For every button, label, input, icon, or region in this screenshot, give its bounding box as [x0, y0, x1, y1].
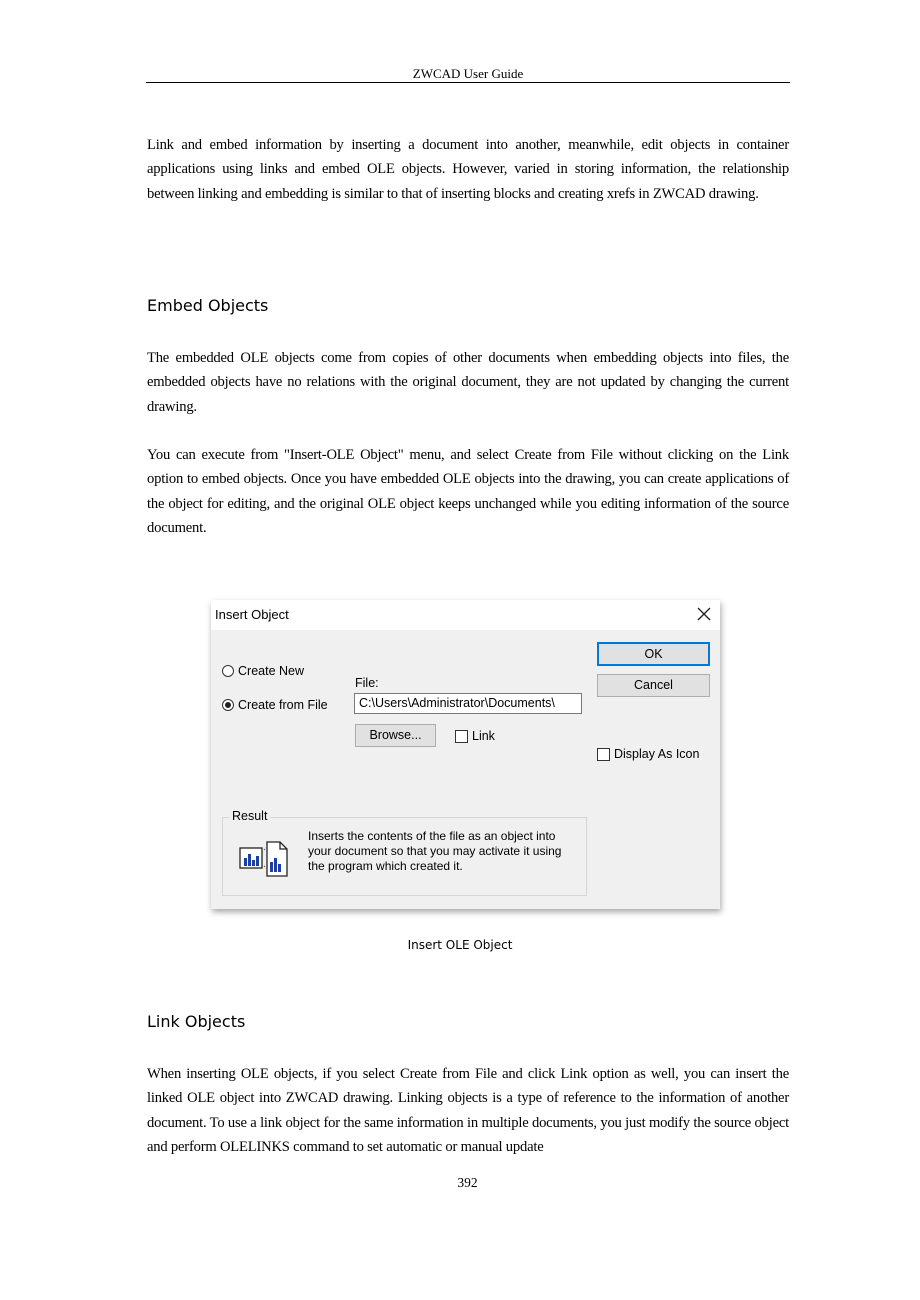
embed-paragraph-1: The embedded OLE objects come from copies of other documents when embedding objects into files, the embedded objects have no relations with the original document, they are not updated by changing the current drawing.: [147, 350, 789, 415]
ok-button[interactable]: OK: [597, 642, 710, 666]
embed-objects-heading: Embed Objects: [147, 296, 269, 315]
create-from-file-label: Create from File: [238, 698, 328, 712]
dialog-title: Insert Object: [215, 607, 289, 622]
create-new-label: Create New: [238, 664, 304, 678]
cancel-button[interactable]: Cancel: [597, 674, 710, 697]
create-from-file-radio[interactable]: [222, 698, 328, 712]
link-checkbox[interactable]: [455, 729, 495, 743]
page-number: 392: [457, 1175, 478, 1190]
file-label: File:: [355, 676, 379, 690]
close-icon[interactable]: [694, 604, 714, 624]
create-new-radio[interactable]: [222, 664, 304, 678]
dialog-titlebar: [211, 600, 720, 630]
link-paragraph-1: When inserting OLE objects, if you select Create from File and click Link option as well, you can insert the linked OLE object into ZWCAD drawing. Linking objects is a type of reference to the information of another document. To use a link object for the same information in multiple documents, you just modify the source object and perform OLELINKS command to set automatic or manual update: [147, 1066, 789, 1155]
figure-caption: Insert OLE Object: [407, 938, 513, 952]
header-title: ZWCAD User Guide: [412, 66, 524, 81]
checkbox-icon: [455, 730, 468, 743]
checkbox-icon: [597, 748, 610, 761]
file-path-input[interactable]: C:\Users\Administrator\Documents\: [354, 693, 582, 714]
insert-object-dialog: [211, 600, 720, 909]
radio-unchecked-icon: [222, 665, 234, 677]
embed-paragraph-2: You can execute from "Insert-OLE Object" menu, and select Create from File without clicking on the Link option to embed objects. Once you have embedded OLE objects into the drawing, you can create applications of the object for editing, and the original OLE object keeps unchanged while you editing information of the source document.: [147, 447, 789, 536]
link-objects-heading: Link Objects: [147, 1012, 246, 1031]
result-description: Inserts the contents of the file as an object into your document so that you may activate it using the program which created it.: [308, 829, 562, 873]
browse-button[interactable]: Browse...: [355, 724, 436, 747]
radio-checked-icon: [222, 699, 234, 711]
display-as-icon-checkbox[interactable]: [597, 747, 699, 761]
intro-paragraph: Link and embed information by inserting a document into another, meanwhile, edit objects in container applications using links and embed OLE objects. However, varied in storing information, the relationship between linking and embedding is similar to that of inserting blocks and creating xrefs in ZWCAD drawing.: [147, 137, 789, 202]
embedded-document-icon: [238, 838, 290, 880]
header-rule: [146, 82, 790, 83]
display-as-icon-label: Display As Icon: [614, 747, 700, 761]
link-label: Link: [472, 729, 495, 743]
result-legend: Result: [229, 809, 270, 823]
